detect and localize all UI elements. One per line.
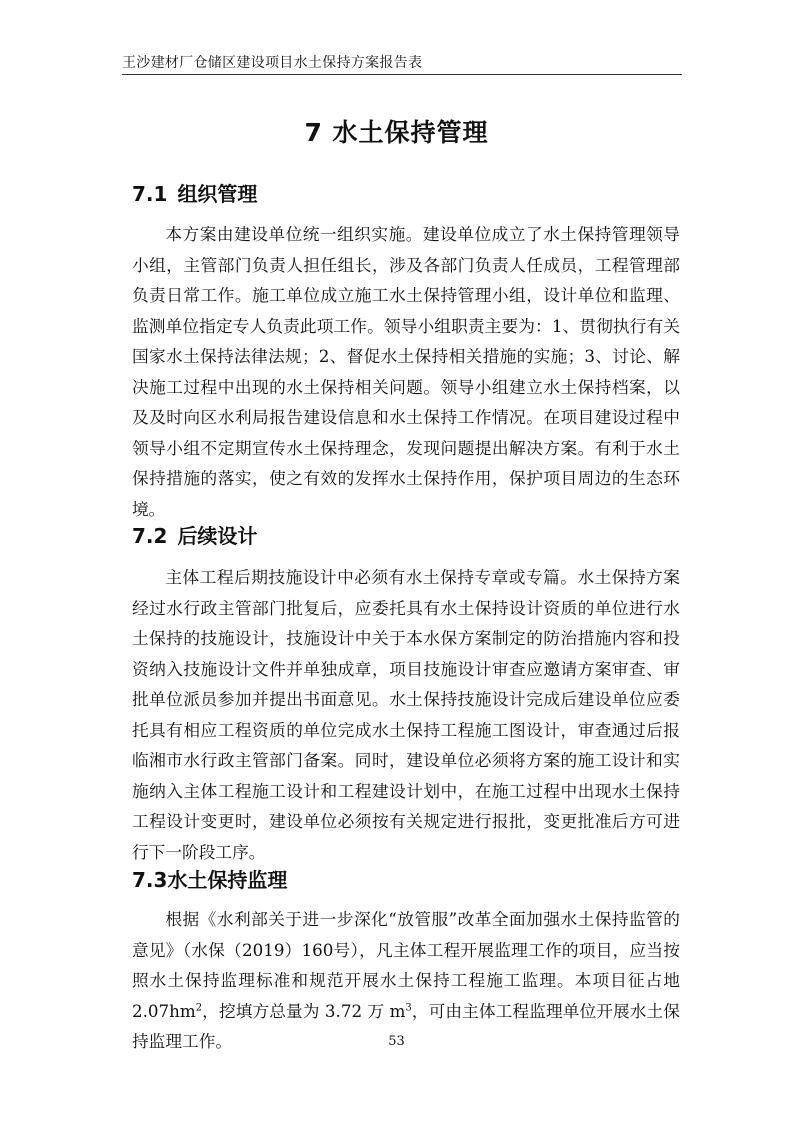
- section-title: 后续设计: [177, 524, 258, 548]
- paragraph-text: ，可由主体工程监理单位开展水土保持监理工作。: [132, 1000, 680, 1051]
- section-paragraph: 主体工程后期技施设计中必须有水土保持专章或专篇。水土保持方案经过水行政主管部门批复后，应委托具有水土保持设计资质的单位进行水土保持的技施设计，技施设计中关于本水保方案制定的防治措施内容和投资纳入技施设计文件并单独成章，项目技施设计审查应邀请方案审查、审批单位派员参加并提出书面意见。水土保持技施设计完成后建设单位应委托具有相应工程资质的单位完成水土保持工程施工图设计，审查通过后报临湘市水行政主管部门备案。同时，建设单位必须将方案的施工设计和实施纳入主体工程施工设计和工程建设计划中，在施工过程中出现水土保持工程设计变更时，建设单位必须按有关规定进行报批，变更批准后方可进行下一阶段工序。: [132, 567, 680, 862]
- paragraph-text: 根据《水利部关于进一步深化“放管服”改革全面加强水土保持监管的意见》（水保（2019）160号），凡主体工程开展监理工作的项目，应当按照水土保持监理标准和规范开展水土保持工程施工监理。本项目征占地 2.07hm: [132, 909, 680, 1021]
- section-heading-7-1: [132, 178, 257, 207]
- section-paragraph: 本方案由建设单位统一组织实施。建设单位成立了水土保持管理领导小组，主管部门负责人担任组长，涉及各部门负责人任成员，工程管理部负责日常工作。施工单位成立施工水土保持管理小组，设计单位和监理、监测单位指定专人负责此项工作。领导小组职责主要为：1、贯彻执行有关国家水土保持法律法规；2、督促水土保持相关措施的实施；3、讨论、解决施工过程中出现的水土保持相关问题。领导小组建立水土保持档案，以及及时向区水利局报告建设信息和水土保持工作情况。在项目建设过程中领导小组不定期宣传水土保持理念，发现问题提出解决方案。有利于水土保持措施的落实，使之有效的发挥水土保持作用，保护项目周边的生态环境。: [132, 224, 680, 519]
- section-number: 7.2: [132, 524, 168, 548]
- section-heading-7-2: [132, 520, 257, 549]
- page-number: 53: [388, 1034, 405, 1049]
- header-title: 王沙建材厂仓储区建设项目水土保持方案报告表: [122, 55, 423, 71]
- section-number: 7.3: [132, 868, 168, 892]
- paragraph-text: ，挖填方总量为 3.72 万 m: [202, 1000, 406, 1021]
- section-number: 7.1: [132, 182, 168, 206]
- section-title: 组织管理: [177, 182, 258, 206]
- superscript: 3: [405, 1001, 412, 1013]
- superscript: 2: [195, 1001, 203, 1013]
- section-heading-7-3: [132, 864, 287, 893]
- chapter-title: 7 水土保持管理: [304, 118, 489, 147]
- section-title: 水土保持监理: [167, 868, 288, 892]
- page-header: [122, 50, 682, 75]
